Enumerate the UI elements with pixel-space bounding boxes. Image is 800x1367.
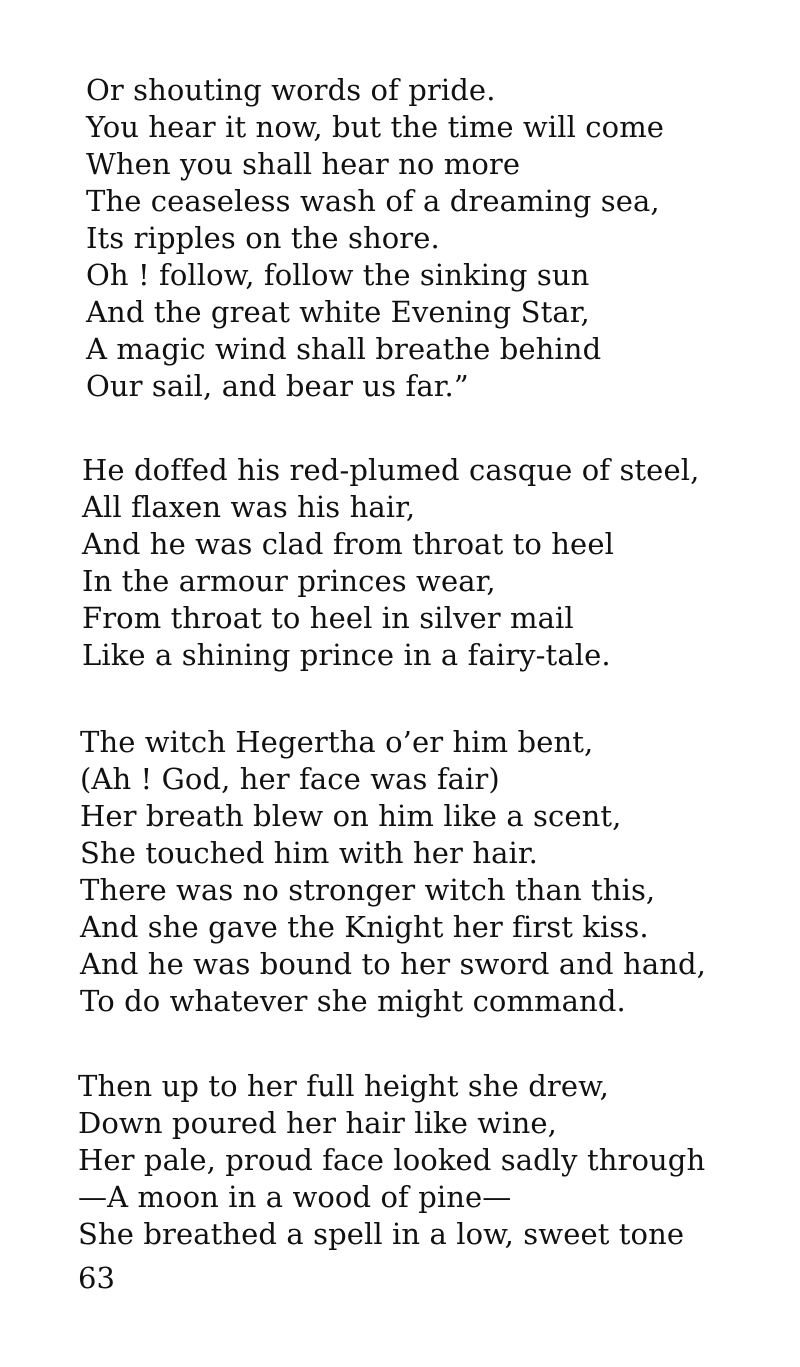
poem-line: Her breath blew on him like a scent, [80, 799, 622, 833]
poem-line: Then up to her full height she drew, [78, 1069, 609, 1103]
poem-line: When you shall hear no more [86, 147, 521, 181]
poem-line: And she gave the Knight her first kiss. [80, 910, 649, 944]
page-number: 63 [78, 1261, 115, 1295]
poem-line: Down poured her hair like wine, [78, 1106, 557, 1140]
poem-line: And the great white Evening Star, [86, 295, 590, 329]
poem-line: Oh ! follow, follow the sinking sun [86, 258, 590, 292]
poem-line: —A moon in a wood of pine— [78, 1180, 512, 1214]
poem-line: And he was clad from throat to heel [82, 527, 614, 561]
poem-line: (Ah ! God, her face was fair) [80, 762, 500, 796]
poem-line: All flaxen was his hair, [82, 490, 416, 524]
poem-line: Its ripples on the shore. [86, 221, 440, 255]
poem-line: He doffed his red-plumed casque of steel, [82, 453, 700, 487]
poem-line: You hear it now, but the time will come [86, 110, 665, 144]
poem-line: And he was bound to her sword and hand, [80, 947, 706, 981]
poem-line: To do whatever she might command. [80, 984, 626, 1018]
poem-line: She touched him with her hair. [80, 836, 538, 870]
poem-line: Or shouting words of pride. [86, 73, 496, 107]
poem-line: From throat to heel in silver mail [82, 601, 574, 635]
poem-line: She breathed a spell in a low, sweet tone [78, 1217, 685, 1251]
poem-line: In the armour princes wear, [82, 564, 496, 598]
poem-line: A magic wind shall breathe behind [86, 332, 602, 366]
poem-line: Our sail, and bear us far.” [86, 369, 469, 403]
poem-line: There was no stronger witch than this, [80, 873, 656, 907]
poem-line: The ceaseless wash of a dreaming sea, [86, 184, 660, 218]
poem-line: The witch Hegertha o’er him bent, [80, 725, 594, 759]
poem-line: Her pale, proud face looked sadly through [78, 1143, 706, 1177]
poem-line: Like a shining prince in a fairy-tale. [82, 638, 611, 672]
